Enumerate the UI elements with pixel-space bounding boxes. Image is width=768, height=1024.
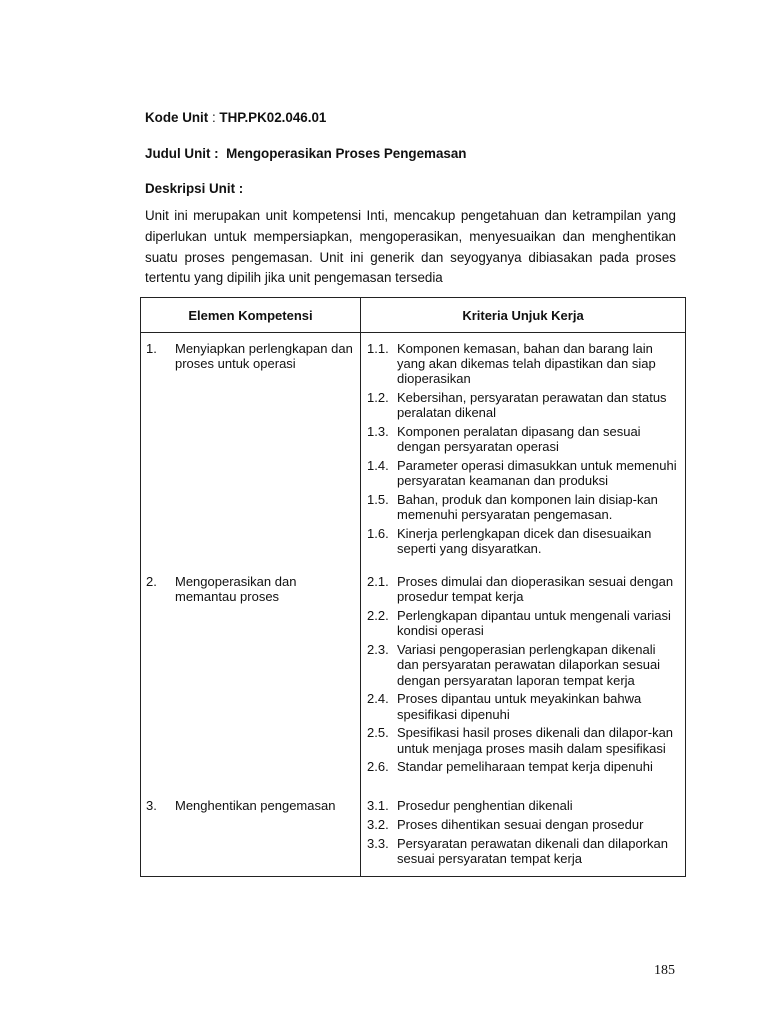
table-row (141, 566, 686, 790)
page-number: 185 (654, 963, 675, 978)
competency-table (140, 297, 686, 877)
criteria-item (367, 836, 679, 866)
criteria-number: 3.1. (367, 798, 389, 814)
unit-code-line (145, 110, 326, 125)
description-heading: Deskripsi Unit : (145, 181, 244, 196)
criteria-text: Parameter operasi dimasukkan untuk memenuhi persyaratan keamanan dan produksi (397, 458, 677, 489)
unit-code-separator: : (208, 110, 220, 125)
criteria-number: 2.5. (367, 725, 389, 741)
criteria-text: Bahan, produk dan komponen lain disiap-kan memenuhi persyaratan pengemasan. (397, 492, 658, 523)
criteria-cell (361, 333, 686, 567)
criteria-list (361, 566, 685, 790)
element-number: 3. (146, 798, 157, 814)
criteria-text: Standar pemeliharaan tempat kerja dipenuhi (397, 759, 653, 775)
table-row (141, 790, 686, 876)
criteria-number: 3.3. (367, 835, 389, 851)
table-body (141, 333, 686, 877)
criteria-list (361, 790, 685, 876)
criteria-text: Proses dimulai dan dioperasikan sesuai dengan prosedur tempat kerja (397, 574, 674, 605)
element-number: 2. (146, 574, 157, 590)
criteria-text: Komponen kemasan, bahan dan barang lain yang akan dikemas telah dipastikan dan siap dioperasikan (397, 341, 656, 387)
criteria-number: 2.4. (367, 691, 389, 707)
criteria-item (367, 526, 679, 556)
criteria-item (367, 759, 679, 774)
element-cell (141, 790, 361, 876)
criteria-item (367, 390, 679, 420)
criteria-text: Kebersihan, persyaratan perawatan dan status peralatan dikenal (397, 390, 667, 421)
criteria-text: Proses dihentikan sesuai dengan prosedur (397, 817, 644, 832)
table-header-row (141, 298, 686, 333)
criteria-item (367, 798, 679, 813)
element-number: 1. (146, 341, 157, 356)
criteria-item (367, 574, 679, 604)
criteria-item (367, 458, 679, 488)
table-row (141, 333, 686, 567)
criteria-number: 1.3. (367, 424, 389, 440)
criteria-number: 2.3. (367, 642, 389, 658)
element-entry (141, 566, 360, 604)
criteria-text: Proses dipantau untuk meyakinkan bahwa spesifikasi dipenuhi (397, 691, 642, 722)
criteria-number: 1.4. (367, 458, 389, 474)
criteria-text: Persyaratan perawatan dikenali dan dilaporkan sesuai persyaratan tempat kerja (397, 835, 669, 866)
criteria-text: Kinerja perlengkapan dicek dan disesuaikan seperti yang disyaratkan. (397, 526, 652, 557)
unit-code-label: Kode Unit (145, 110, 209, 125)
criteria-item (367, 492, 679, 522)
unit-description: Unit ini merupakan unit kompetensi Inti, mencakup pengetahuan dan ketrampilan yang diperlukan untuk mempersiapkan, mengoperasikan, menyesuaikan dan menghentikan suatu proses pengemasan. Unit ini generik dan seyogyanya dibiasakan pada proses tertentu yang dipilih jika unit pengemasan tersedia (145, 208, 676, 286)
criteria-number: 1.6. (367, 526, 389, 542)
criteria-text: Spesifikasi hasil proses dikenali dan dilapor-kan untuk menjaga proses masih dalam spesifikasi (397, 725, 674, 756)
element-cell (141, 333, 361, 567)
criteria-item (367, 817, 679, 832)
criteria-item (367, 424, 679, 454)
criteria-text: Variasi pengoperasian perlengkapan dikenali dan persyaratan perawatan dilaporkan sesuai dengan persyaratan laporan tempat kerja (397, 642, 661, 688)
criteria-text: Perlengkapan dipantau untuk mengenali variasi kondisi operasi (397, 608, 671, 639)
criteria-number: 2.1. (367, 574, 389, 590)
criteria-item (367, 725, 679, 755)
criteria-item (367, 691, 679, 721)
unit-title-line (145, 146, 466, 161)
criteria-text: Prosedur penghentian dikenali (397, 798, 573, 814)
criteria-list (361, 333, 685, 566)
criteria-number: 2.6. (367, 759, 389, 775)
criteria-item (367, 608, 679, 638)
criteria-number: 1.2. (367, 390, 389, 406)
criteria-cell (361, 790, 686, 876)
unit-title-value: Mengoperasikan Proses Pengemasan (226, 146, 467, 161)
column-header-element: Elemen Kompetensi (141, 298, 361, 333)
element-entry (141, 790, 360, 813)
criteria-number: 1.1. (367, 341, 389, 356)
column-header-criteria: Kriteria Unjuk Kerja (361, 298, 686, 333)
criteria-number: 3.2. (367, 817, 389, 832)
unit-code-value: THP.PK02.046.01 (219, 110, 327, 125)
criteria-number: 2.2. (367, 608, 389, 624)
criteria-number: 1.5. (367, 492, 389, 508)
element-text: Mengoperasikan dan memantau proses (175, 574, 297, 605)
criteria-item (367, 341, 679, 387)
criteria-cell (361, 566, 686, 790)
criteria-text: Komponen peralatan dipasang dan sesuai dengan persyaratan operasi (397, 424, 641, 455)
element-text: Menyiapkan perlengkapan dan proses untuk operasi (175, 341, 353, 372)
element-entry (141, 333, 360, 371)
unit-title-label: Judul Unit : (145, 146, 219, 161)
element-cell (141, 566, 361, 790)
element-text: Menghentikan pengemasan (175, 798, 336, 814)
criteria-item (367, 642, 679, 688)
